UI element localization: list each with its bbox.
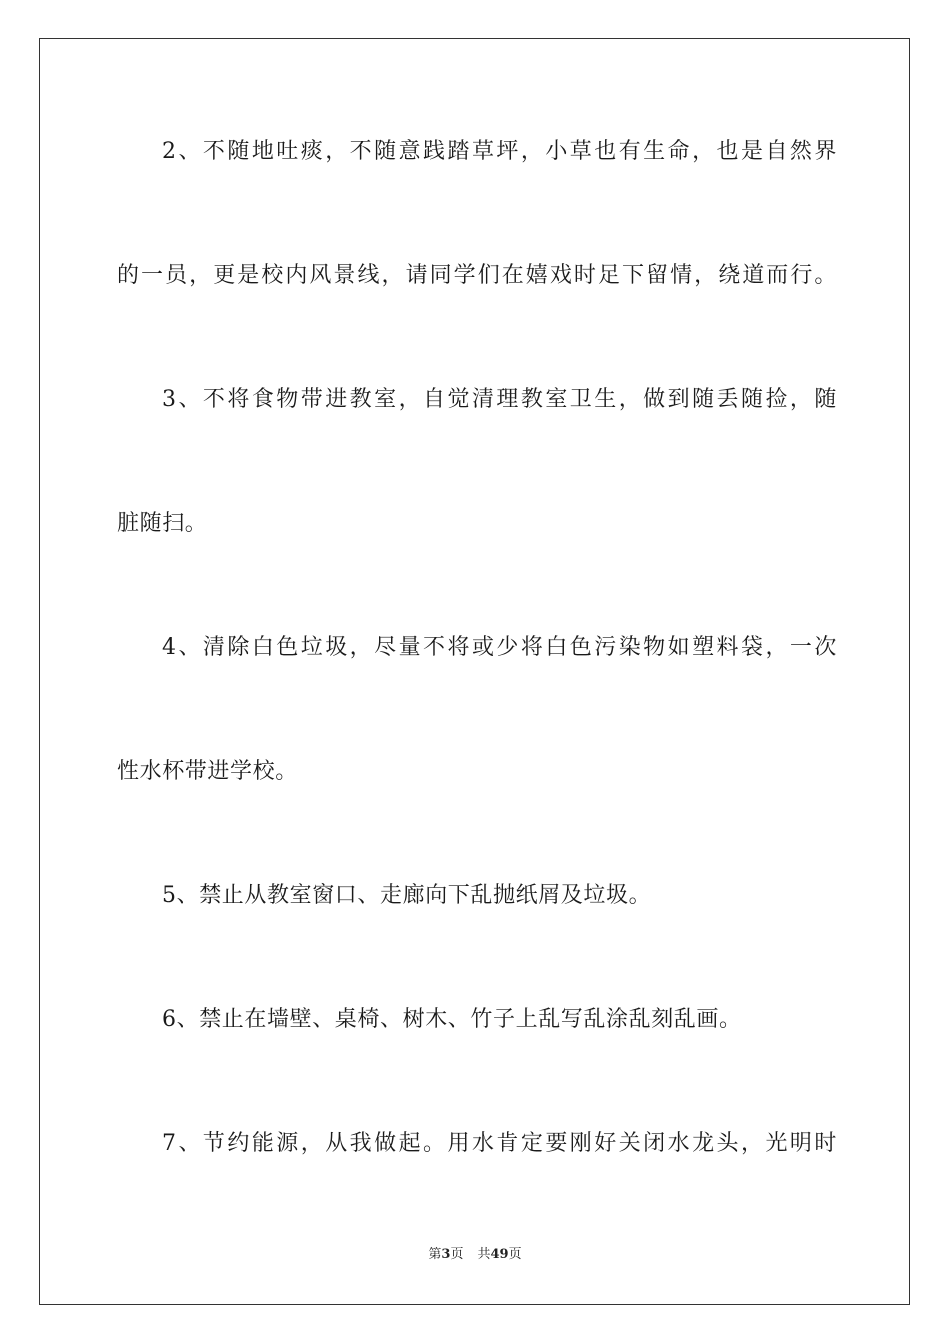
- total-prefix: 共: [477, 1247, 491, 1262]
- text-line-item-4b: 性水杯带进学校。: [117, 759, 298, 784]
- page-prefix: 第: [428, 1247, 442, 1262]
- page-frame: [39, 38, 910, 1305]
- text-line-item-6: 6、禁止在墙壁、桌椅、树木、竹子上乱写乱涂乱刻乱画。: [162, 1007, 742, 1032]
- page-suffix: 页: [450, 1247, 464, 1262]
- text-line-item-7a: 7、节约能源，从我做起。用水肯定要刚好关闭水龙头，光明时: [162, 1131, 837, 1156]
- text-line-item-4a: 4、清除白色垃圾，尽量不将或少将白色污染物如塑料袋，一次: [162, 635, 837, 660]
- text-line-item-2a: 2、不随地吐痰，不随意践踏草坪，小草也有生命，也是自然界: [162, 139, 837, 164]
- text-line-item-5: 5、禁止从教室窗口、走廊向下乱抛纸屑及垃圾。: [162, 883, 652, 908]
- total-pages: 49: [490, 1247, 509, 1262]
- page-footer: [0, 1246, 950, 1264]
- text-line-item-3a: 3、不将食物带进教室，自觉清理教室卫生，做到随丢随捡，随: [162, 387, 837, 412]
- text-line-item-3b: 脏随扫。: [117, 511, 208, 536]
- page-number: 3: [441, 1247, 451, 1262]
- total-suffix: 页: [508, 1247, 522, 1262]
- text-line-item-2b: 的一员，更是校内风景线，请同学们在嬉戏时足下留情，绕道而行。: [117, 263, 837, 288]
